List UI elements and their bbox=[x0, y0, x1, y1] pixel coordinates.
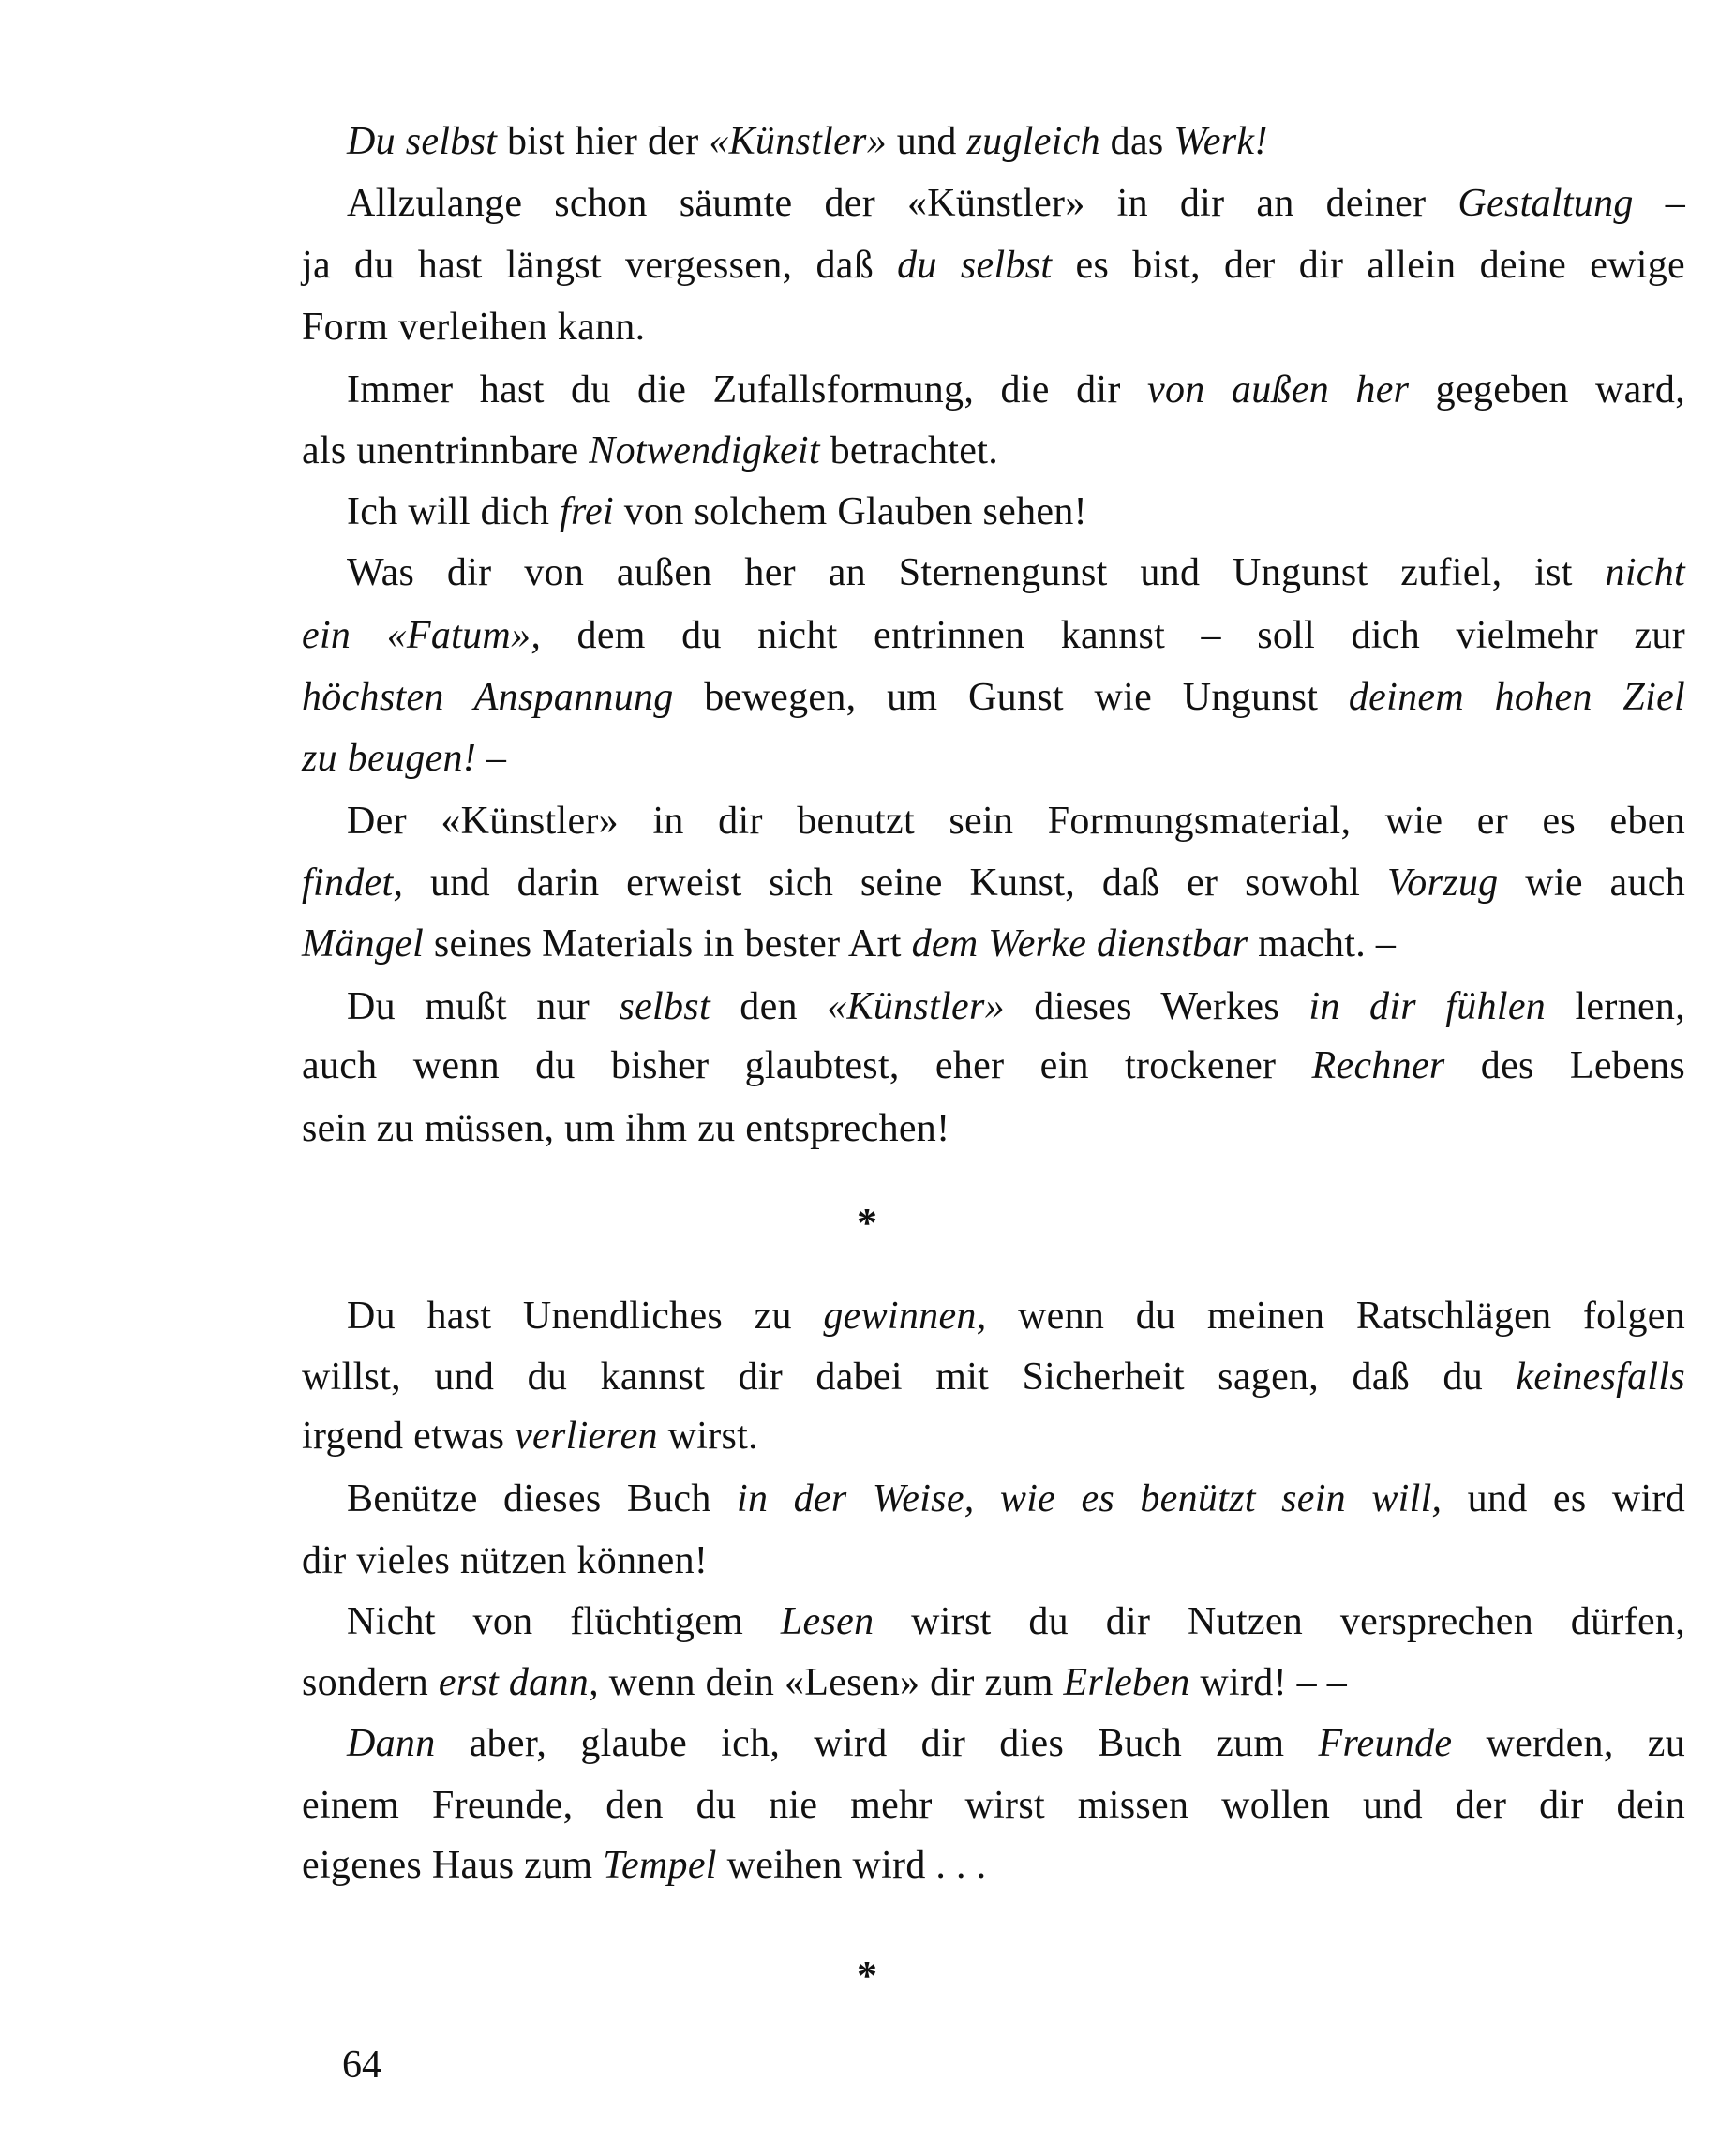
text: gegeben ward, bbox=[1409, 368, 1685, 412]
italic-text: in dir fühlen bbox=[1308, 985, 1547, 1028]
italic-text: von außen her bbox=[1147, 368, 1410, 412]
text-line bbox=[302, 1346, 1685, 1408]
italic-text: Lesen bbox=[780, 1600, 874, 1643]
page-number: 64 bbox=[342, 2044, 381, 2087]
text: Nicht von flüchtigem bbox=[347, 1600, 781, 1643]
text: Ich will dich bbox=[347, 490, 560, 533]
text: Allzulange schon säumte der «Künstler» in dir an deiner bbox=[347, 182, 1458, 225]
italic-text: Tempel bbox=[603, 1844, 717, 1887]
text-line bbox=[347, 172, 1685, 234]
text-line bbox=[347, 1468, 1685, 1530]
italic-text: höchsten Anspannung bbox=[302, 676, 674, 719]
text-line bbox=[302, 727, 1685, 789]
text: auch wenn du bisher glaubtest, eher ein trockener bbox=[302, 1044, 1312, 1087]
text: das bbox=[1099, 120, 1174, 163]
italic-text: «Künstler» bbox=[709, 120, 887, 163]
italic-text: Dann bbox=[347, 1722, 436, 1765]
italic-text: zu beugen! bbox=[302, 737, 477, 780]
italic-text: frei bbox=[559, 490, 614, 533]
text: betrachtet. bbox=[819, 429, 998, 472]
text: wirst du dir Nutzen versprechen dürfen, bbox=[874, 1600, 1685, 1643]
text: ja du hast längst vergessen, daß bbox=[302, 244, 898, 287]
italic-text: gewinnen, bbox=[823, 1295, 987, 1338]
text: Benütze dieses Buch bbox=[347, 1477, 738, 1520]
italic-text: nicht bbox=[1605, 551, 1685, 594]
text-line bbox=[347, 1591, 1685, 1653]
text: Der «Künstler» in dir benutzt sein Formungsmaterial, wie er es eben bbox=[347, 800, 1685, 843]
text: bewegen, um Gunst wie Ungunst bbox=[673, 676, 1349, 719]
italic-text: dem Werke dienstbar bbox=[911, 922, 1248, 966]
text: des Lebens bbox=[1444, 1044, 1685, 1087]
text: und es wird bbox=[1442, 1477, 1686, 1520]
text: und darin erweist sich seine Kunst, daß er sowohl bbox=[403, 861, 1387, 905]
text: wirst. bbox=[657, 1415, 758, 1458]
italic-text: verlieren bbox=[515, 1415, 658, 1458]
text: Immer hast du die Zufallsformung, die dir bbox=[347, 368, 1147, 412]
text: von solchem Glauben sehen! bbox=[613, 490, 1087, 533]
text-line bbox=[302, 1035, 1685, 1097]
text: es bist, der dir allein deine ewige bbox=[1052, 244, 1685, 287]
italic-text: Erleben bbox=[1063, 1661, 1190, 1704]
italic-text: Notwendigkeit bbox=[589, 429, 820, 472]
text: Form verleihen kann. bbox=[302, 306, 646, 349]
text: sein zu müssen, um ihm zu entsprechen! bbox=[302, 1107, 950, 1150]
text: lernen, bbox=[1546, 985, 1685, 1028]
italic-text: erst dann, bbox=[438, 1661, 599, 1704]
italic-text: in der Weise, wie es benützt sein will, bbox=[737, 1477, 1443, 1520]
text: Du hast Unendliches zu bbox=[347, 1295, 824, 1338]
italic-text: Gestaltung bbox=[1457, 182, 1634, 225]
italic-text: selbst bbox=[619, 985, 710, 1028]
text: irgend etwas bbox=[302, 1415, 516, 1458]
italic-text: Werk! bbox=[1173, 120, 1268, 163]
text-line bbox=[302, 666, 1685, 728]
italic-text: du selbst bbox=[897, 244, 1053, 287]
text-line bbox=[347, 111, 1685, 172]
text: aber, glaube ich, wird dir dies Buch zum bbox=[435, 1722, 1319, 1765]
text-line bbox=[302, 913, 1685, 975]
text: dir vieles nützen können! bbox=[302, 1539, 709, 1582]
text: weihen wird . . . bbox=[716, 1844, 987, 1887]
text-line bbox=[302, 1774, 1685, 1836]
text: eigenes Haus zum bbox=[302, 1844, 604, 1887]
text-line bbox=[347, 481, 1685, 543]
text: wird! – – bbox=[1189, 1661, 1348, 1704]
text-line bbox=[302, 420, 1685, 482]
italic-text: «Künstler» bbox=[827, 985, 1005, 1028]
text: einem Freunde, den du nie mehr wirst missen wollen und der dir dein bbox=[302, 1784, 1685, 1827]
italic-text: Du selbst bbox=[347, 120, 498, 163]
text-line bbox=[347, 1285, 1685, 1347]
text-line bbox=[347, 359, 1685, 421]
text: als unentrinnbare bbox=[302, 429, 590, 472]
text: – bbox=[1633, 182, 1685, 225]
text-line bbox=[302, 1530, 1685, 1592]
text: Was dir von außen her an Sternengunst und Ungunst zufiel, ist bbox=[347, 551, 1606, 594]
italic-text: findet, bbox=[302, 861, 404, 905]
text-line bbox=[302, 1834, 1685, 1896]
section-separator-1: * bbox=[857, 1200, 877, 1246]
italic-text: ein «Fatum», bbox=[302, 614, 542, 657]
text-line bbox=[302, 852, 1685, 914]
text: – bbox=[476, 737, 507, 780]
text-line bbox=[302, 1098, 1685, 1160]
text-line bbox=[347, 1713, 1685, 1774]
text: Du mußt nur bbox=[347, 985, 620, 1028]
italic-text: Vorzug bbox=[1386, 861, 1499, 905]
text: wenn du meinen Ratschlägen folgen bbox=[986, 1295, 1685, 1338]
text: bist hier der bbox=[497, 120, 710, 163]
text: dem du nicht entrinnen kannst – soll dich vielmehr zur bbox=[541, 614, 1685, 657]
text-line bbox=[347, 976, 1685, 1038]
italic-text: Mängel bbox=[302, 922, 425, 966]
text-line bbox=[347, 790, 1685, 852]
text: seines Materials in bester Art bbox=[424, 922, 912, 966]
section-separator-2: * bbox=[857, 1953, 877, 1999]
text-line bbox=[302, 1405, 1685, 1467]
text-line bbox=[302, 605, 1685, 666]
italic-text: Rechner bbox=[1311, 1044, 1445, 1087]
text-line bbox=[347, 542, 1685, 604]
text: willst, und du kannst dir dabei mit Sicherheit sagen, daß du bbox=[302, 1355, 1517, 1399]
text: dieses Werkes bbox=[1004, 985, 1309, 1028]
italic-text: Freunde bbox=[1318, 1722, 1453, 1765]
text: werden, zu bbox=[1452, 1722, 1685, 1765]
text: macht. – bbox=[1248, 922, 1397, 966]
text-line bbox=[302, 1652, 1685, 1714]
text-line bbox=[302, 296, 1685, 358]
italic-text: keinesfalls bbox=[1516, 1355, 1685, 1399]
text: und bbox=[887, 120, 967, 163]
text: den bbox=[710, 985, 828, 1028]
text: sondern bbox=[302, 1661, 439, 1704]
text: wenn dein «Lesen» dir zum bbox=[598, 1661, 1064, 1704]
italic-text: zugleich bbox=[966, 120, 1100, 163]
text: wie auch bbox=[1498, 861, 1685, 905]
italic-text: deinem hohen Ziel bbox=[1348, 676, 1685, 719]
text-line bbox=[302, 234, 1685, 296]
